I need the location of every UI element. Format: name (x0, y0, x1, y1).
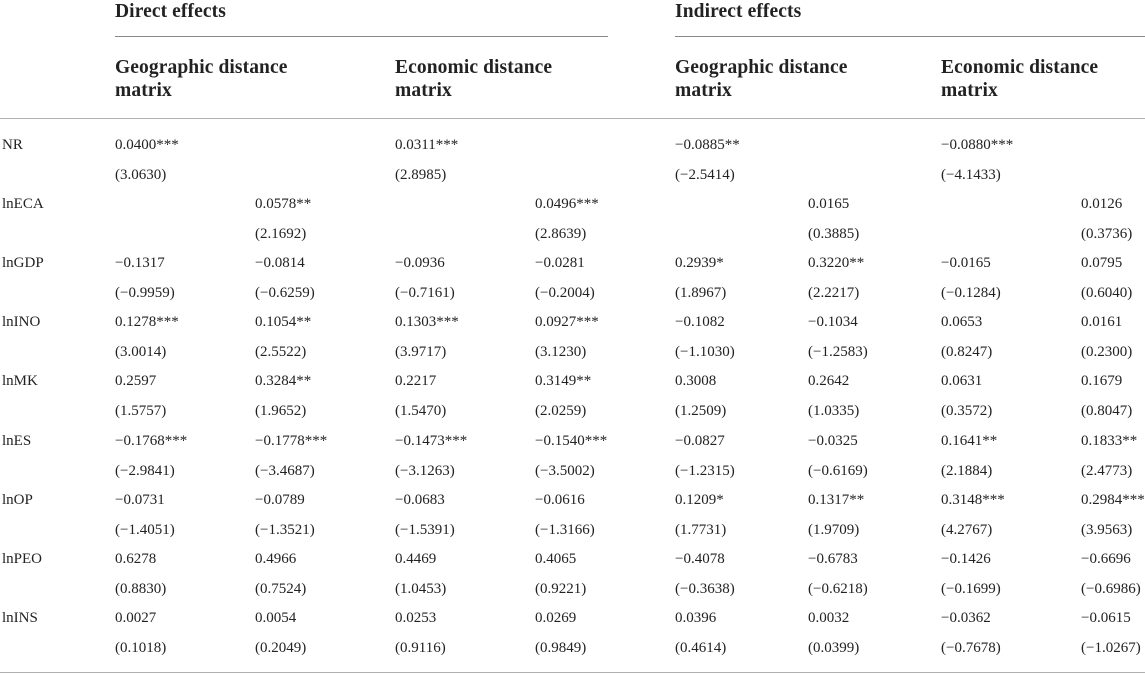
t-statistic-cell: (−0.7161) (395, 285, 455, 301)
coefficient-cell: 0.4966 (255, 551, 297, 567)
t-statistic-cell: (0.3885) (808, 226, 860, 242)
t-statistic-cell: (0.0399) (808, 640, 860, 656)
coefficient-cell: −0.1473*** (395, 433, 468, 449)
coefficient-cell: 0.6278 (115, 551, 157, 567)
coefficient-cell: 0.3148*** (941, 492, 1005, 508)
t-statistic-cell: (−0.2004) (535, 285, 595, 301)
t-statistic-cell: (2.1884) (941, 463, 993, 479)
row-label: lnES (2, 433, 32, 449)
row-label: lnECA (2, 196, 44, 212)
t-statistic-cell: (1.8967) (675, 285, 727, 301)
coefficient-cell: 0.0054 (255, 610, 297, 626)
t-statistic-cell: (2.4773) (1081, 463, 1133, 479)
coefficient-cell: 0.2217 (395, 373, 437, 389)
t-statistic-cell: (−0.1284) (941, 285, 1001, 301)
t-statistic-cell: (−3.5002) (535, 463, 595, 479)
coefficient-cell: −0.1082 (675, 314, 725, 330)
t-statistic-cell: (−1.3521) (255, 522, 315, 538)
t-statistic-cell: (−1.2315) (675, 463, 735, 479)
t-statistic-cell: (1.5470) (395, 403, 447, 419)
t-statistic-cell: (0.3572) (941, 403, 993, 419)
coefficient-cell: 0.1278*** (115, 314, 179, 330)
coefficient-cell: 0.1317** (808, 492, 865, 508)
coefficient-cell: 0.0027 (115, 610, 157, 626)
coefficient-cell: 0.2597 (115, 373, 157, 389)
matrix-header: Economic distance matrix (395, 57, 553, 101)
t-statistic-cell: (0.9221) (535, 581, 587, 597)
t-statistic-cell: (1.5757) (115, 403, 167, 419)
t-statistic-cell: (−1.3166) (535, 522, 595, 538)
t-statistic-cell: (0.2300) (1081, 344, 1133, 360)
t-statistic-cell: (−0.6259) (255, 285, 315, 301)
row-label: lnINS (2, 610, 38, 626)
coefficient-cell: 0.0269 (535, 610, 577, 626)
t-statistic-cell: (3.9717) (395, 344, 447, 360)
t-statistic-cell: (0.2049) (255, 640, 307, 656)
coefficient-cell: 0.0631 (941, 373, 983, 389)
t-statistic-cell: (−0.3638) (675, 581, 735, 597)
t-statistic-cell: (3.0014) (115, 344, 167, 360)
coefficient-cell: 0.4065 (535, 551, 577, 567)
t-statistic-cell: (0.9849) (535, 640, 587, 656)
coefficient-cell: −0.6783 (808, 551, 858, 567)
t-statistic-cell: (2.2217) (808, 285, 860, 301)
t-statistic-cell: (−1.0267) (1081, 640, 1141, 656)
t-statistic-cell: (0.1018) (115, 640, 167, 656)
row-label: NR (2, 137, 23, 153)
t-statistic-cell: (0.8047) (1081, 403, 1133, 419)
t-statistic-cell: (0.7524) (255, 581, 307, 597)
matrix-header: Economic distance matrix (941, 57, 1099, 101)
header-bottom-rule (0, 118, 1145, 119)
t-statistic-cell: (−1.4051) (115, 522, 175, 538)
t-statistic-cell: (−2.9841) (115, 463, 175, 479)
coefficient-cell: 0.0400*** (115, 137, 179, 153)
matrix-header: Geographic distance matrix (675, 57, 848, 101)
t-statistic-cell: (2.1692) (255, 226, 307, 242)
coefficient-cell: −0.1768*** (115, 433, 188, 449)
t-statistic-cell: (−0.6986) (1081, 581, 1141, 597)
t-statistic-cell: (−1.5391) (395, 522, 455, 538)
coefficient-cell: −0.0827 (675, 433, 725, 449)
coefficient-cell: 0.0165 (808, 196, 850, 212)
coefficient-cell: −0.1778*** (255, 433, 328, 449)
coefficient-cell: 0.0032 (808, 610, 850, 626)
coefficient-cell: 0.1209* (675, 492, 724, 508)
matrix-header: Geographic distance matrix (115, 57, 288, 101)
coefficient-cell: −0.0615 (1081, 610, 1131, 626)
t-statistic-cell: (−0.6218) (808, 581, 868, 597)
coefficient-cell: 0.2984*** (1081, 492, 1145, 508)
coefficient-cell: 0.1833** (1081, 433, 1138, 449)
t-statistic-cell: (−0.1699) (941, 581, 1001, 597)
t-statistic-cell: (2.8639) (535, 226, 587, 242)
coefficient-cell: −0.1317 (115, 255, 165, 271)
coefficient-cell: 0.0253 (395, 610, 437, 626)
t-statistic-cell: (−0.6169) (808, 463, 868, 479)
coefficient-cell: 0.3008 (675, 373, 717, 389)
t-statistic-cell: (−1.1030) (675, 344, 735, 360)
t-statistic-cell: (4.2767) (941, 522, 993, 538)
t-statistic-cell: (−4.1433) (941, 167, 1001, 183)
t-statistic-cell: (1.9652) (255, 403, 307, 419)
coefficient-cell: −0.0281 (535, 255, 585, 271)
table-bottom-rule (0, 672, 1145, 673)
group-rule-indirect (675, 36, 1145, 37)
coefficient-cell: −0.1426 (941, 551, 991, 567)
t-statistic-cell: (0.3736) (1081, 226, 1133, 242)
coefficient-cell: −0.0880*** (941, 137, 1014, 153)
t-statistic-cell: (0.4614) (675, 640, 727, 656)
t-statistic-cell: (1.0335) (808, 403, 860, 419)
t-statistic-cell: (0.6040) (1081, 285, 1133, 301)
t-statistic-cell: (2.0259) (535, 403, 587, 419)
coefficient-cell: 0.0311*** (395, 137, 459, 153)
row-label: lnINO (2, 314, 41, 330)
coefficient-cell: −0.0616 (535, 492, 585, 508)
coefficient-cell: 0.0126 (1081, 196, 1123, 212)
coefficient-cell: 0.0578** (255, 196, 312, 212)
t-statistic-cell: (−1.2583) (808, 344, 868, 360)
row-label: lnMK (2, 373, 38, 389)
t-statistic-cell: (−0.7678) (941, 640, 1001, 656)
coefficient-cell: 0.3149** (535, 373, 592, 389)
coefficient-cell: 0.4469 (395, 551, 437, 567)
coefficient-cell: −0.6696 (1081, 551, 1131, 567)
coefficient-cell: 0.0161 (1081, 314, 1123, 330)
group-header-indirect: Indirect effects (675, 1, 802, 22)
row-label: lnPEO (2, 551, 43, 567)
t-statistic-cell: (1.9709) (808, 522, 860, 538)
group-rule-direct (115, 36, 608, 37)
coefficient-cell: −0.0731 (115, 492, 165, 508)
coefficient-cell: −0.1034 (808, 314, 858, 330)
coefficient-cell: 0.0927*** (535, 314, 599, 330)
coefficient-cell: −0.0683 (395, 492, 445, 508)
row-label: lnOP (2, 492, 33, 508)
coefficient-cell: 0.0795 (1081, 255, 1123, 271)
t-statistic-cell: (0.8830) (115, 581, 167, 597)
t-statistic-cell: (0.8247) (941, 344, 993, 360)
coefficient-cell: −0.0325 (808, 433, 858, 449)
coefficient-cell: 0.2642 (808, 373, 850, 389)
t-statistic-cell: (−3.1263) (395, 463, 455, 479)
coefficient-cell: −0.0789 (255, 492, 305, 508)
coefficient-cell: −0.1540*** (535, 433, 608, 449)
coefficient-cell: 0.0653 (941, 314, 983, 330)
t-statistic-cell: (2.5522) (255, 344, 307, 360)
coefficient-cell: −0.0814 (255, 255, 305, 271)
t-statistic-cell: (−0.9959) (115, 285, 175, 301)
coefficient-cell: −0.0165 (941, 255, 991, 271)
t-statistic-cell: (1.0453) (395, 581, 447, 597)
t-statistic-cell: (1.7731) (675, 522, 727, 538)
coefficient-cell: 0.0496*** (535, 196, 599, 212)
t-statistic-cell: (3.0630) (115, 167, 167, 183)
coefficient-cell: 0.3284** (255, 373, 312, 389)
coefficient-cell: 0.3220** (808, 255, 865, 271)
t-statistic-cell: (3.9563) (1081, 522, 1133, 538)
coefficient-cell: 0.1303*** (395, 314, 459, 330)
t-statistic-cell: (1.2509) (675, 403, 727, 419)
coefficient-cell: 0.2939* (675, 255, 724, 271)
coefficient-cell: −0.0885** (675, 137, 740, 153)
coefficient-cell: 0.1054** (255, 314, 312, 330)
coefficient-cell: 0.1641** (941, 433, 998, 449)
t-statistic-cell: (2.8985) (395, 167, 447, 183)
t-statistic-cell: (0.9116) (395, 640, 446, 656)
coefficient-cell: 0.0396 (675, 610, 717, 626)
coefficient-cell: −0.0362 (941, 610, 991, 626)
coefficient-cell: 0.1679 (1081, 373, 1123, 389)
group-header-direct: Direct effects (115, 1, 226, 22)
coefficient-cell: −0.0936 (395, 255, 445, 271)
t-statistic-cell: (−2.5414) (675, 167, 735, 183)
coefficient-cell: −0.4078 (675, 551, 725, 567)
row-label: lnGDP (2, 255, 44, 271)
t-statistic-cell: (−3.4687) (255, 463, 315, 479)
t-statistic-cell: (3.1230) (535, 344, 587, 360)
